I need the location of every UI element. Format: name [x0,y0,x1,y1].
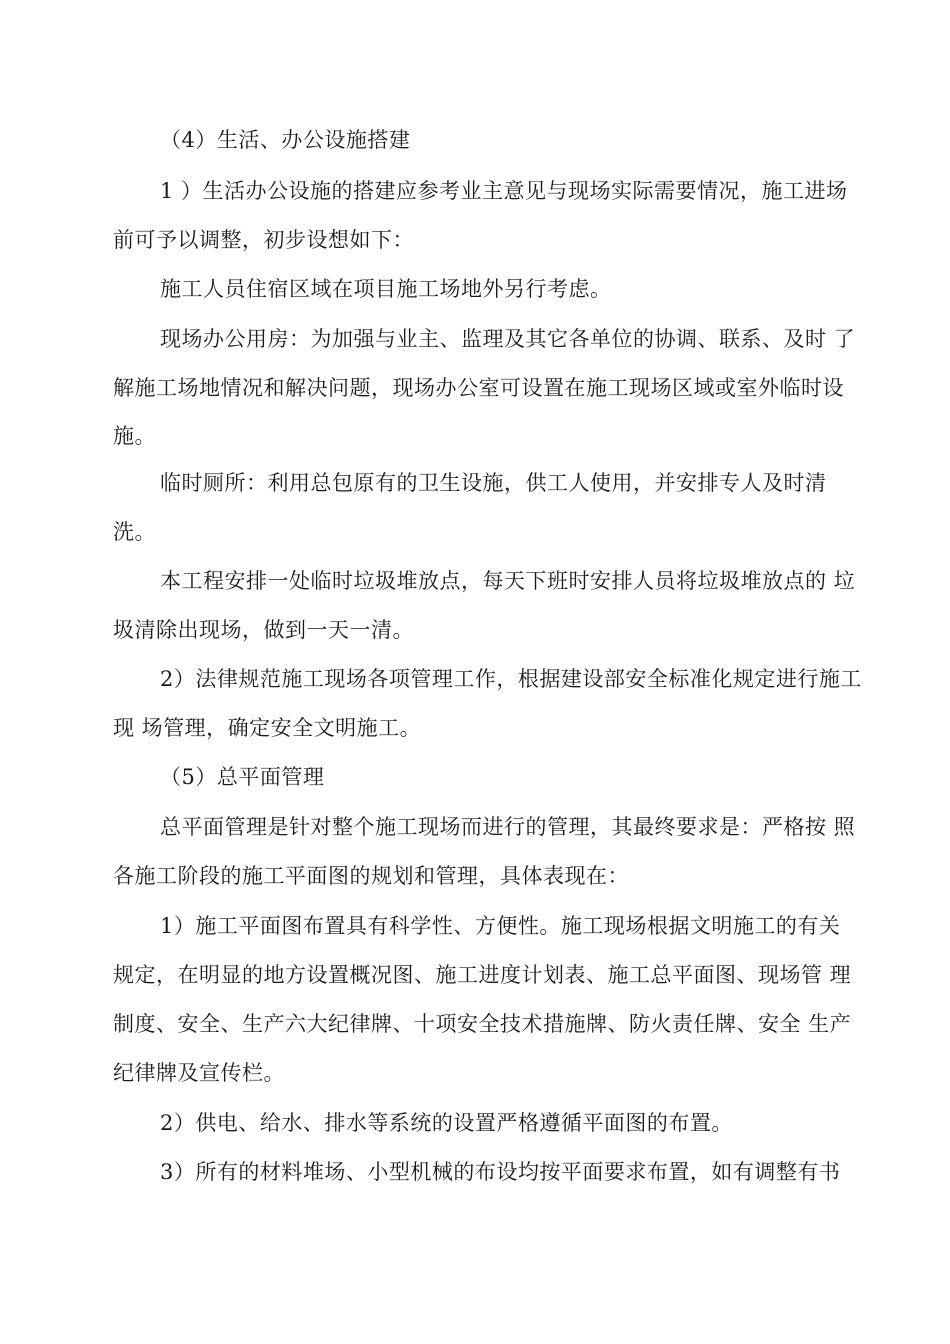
paragraph-line: 制度、安全、生产六大纪律牌、十项安全技术措施牌、防火责任牌、安全 生产 [113,1012,852,1036]
paragraph-line: 临时厕所：利用总包原有的卫生设施，供工人使用，并安排专人及时清 [160,471,827,495]
paragraph-line: 2）供电、给水、排水等系统的设置严格遵循平面图的布置。 [160,1111,733,1135]
paragraph-line: 现 场管理，确定安全文明施工。 [113,716,422,740]
paragraph-line: 2）法律规范施工现场各项管理工作，根据建设部安全标准化规定进行施工 [160,667,862,691]
paragraph-line: 规定，在明显的地方设置概况图、施工进度计划表、施工总平面图、现场管 理 [113,963,852,987]
paragraph-line: 现场办公用房：为加强与业主、监理及其它各单位的协调、联系、及时 了 [160,327,856,351]
paragraph-line: 1）施工平面图布置具有科学性、方便性。施工现场根据文明施工的有关 [160,914,841,938]
paragraph-line: 施。 [113,424,156,448]
paragraph-line: 解施工场地情况和解决问题，现场办公室可设置在施工现场区域或室外临时设 [113,376,844,400]
paragraph-line: 圾清除出现场，做到一天一清。 [113,618,414,642]
paragraph-line: 总平面管理是针对整个施工现场而进行的管理，其最终要求是：严格按 照 [160,815,856,839]
paragraph-line: 纪律牌及宣传栏。 [113,1061,285,1085]
paragraph-line: 各施工阶段的施工平面图的规划和管理，具体表现在： [113,864,629,888]
paragraph-line: 洗。 [113,520,156,544]
paragraph-line: 1 ）生活办公设施的搭建应参考业主意见与现场实际需要情况，施工进场 [160,179,848,203]
paragraph-line: 本工程安排一处临时垃圾堆放点，每天下班时安排人员将垃圾堆放点的 垃 [160,569,856,593]
section-heading-5: （5）总平面管理 [160,765,325,789]
paragraph-line: 施工人员住宿区域在项目施工场地外另行考虑。 [160,277,612,301]
paragraph-line: 3）所有的材料堆场、小型机械的布设均按平面要求布置，如有调整有书 [160,1160,841,1184]
paragraph-line: 前可予以调整，初步设想如下： [113,228,414,252]
section-heading-4: （4）生活、办公设施搭建 [160,128,411,152]
